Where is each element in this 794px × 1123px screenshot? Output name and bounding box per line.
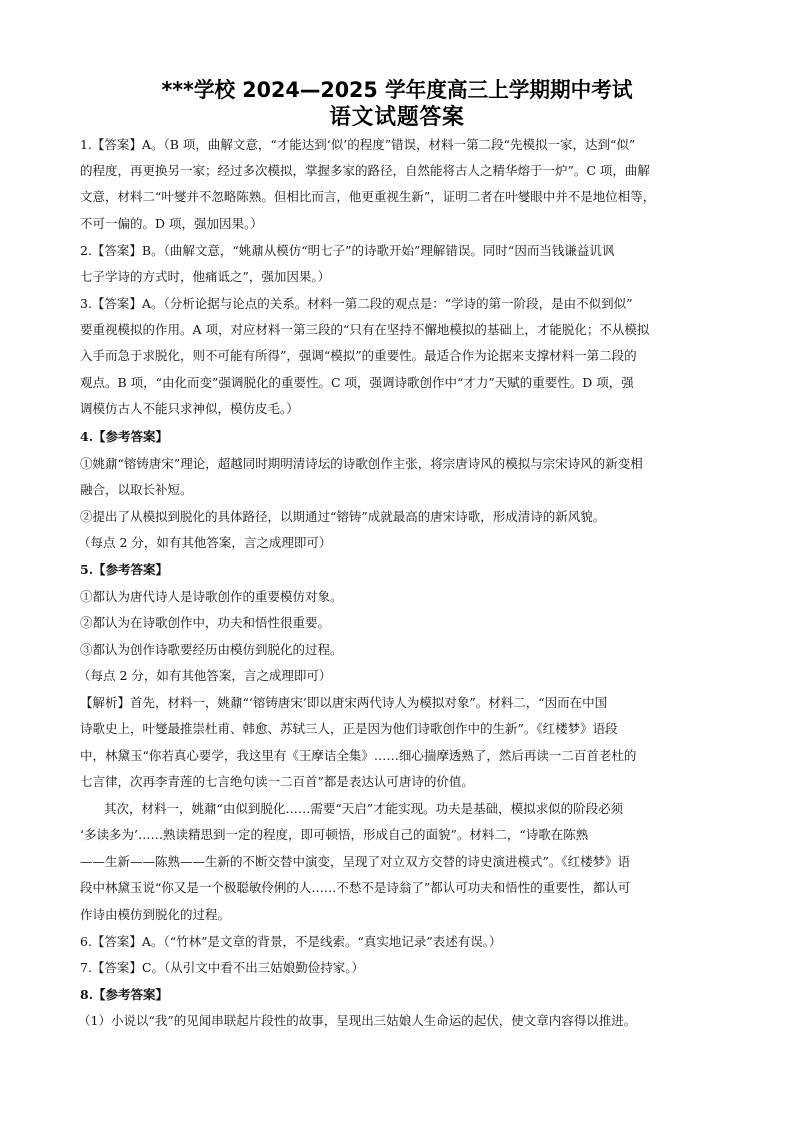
answer-5-point: ②都认为在诗歌创作中，功夫和悟性很重要。 bbox=[80, 615, 331, 630]
answer-1-line: 1.【答案】A。（B 项，曲解文意，“才能达到‘似’的程度”错误，材料一第二段“先模拟一家，达到“似” bbox=[80, 137, 636, 152]
page-title: ***学校 2024—2025 学年度高三上学期期中考试 bbox=[161, 78, 633, 102]
answer-5-point: ①都认为唐代诗人是诗歌创作的重要模仿对象。 bbox=[80, 589, 343, 604]
answer-3-line: 调模仿古人不能只求神似，模仿皮毛。） bbox=[80, 401, 299, 416]
analysis-line: 七言律，次再李青莲的七言绝句读一二百首”都是表达认可唐诗的价值。 bbox=[80, 774, 474, 789]
analysis-line: 【解析】首先，材料一，姚鼐“‘镕铸唐宋’即以唐宋两代诗人为模拟对象”。材料二，“因而在中国 bbox=[80, 695, 608, 710]
answer-3-line: 观点。B 项，“由化而变”强调脱化的重要性。C 项，强调诗歌创作中“才力”天赋的重要性。D 项，强 bbox=[80, 375, 634, 390]
analysis-line: 其次，材料一，姚鼐“由似到脱化……需要“天启”才能实现。功夫是基础，模拟求似的阶段必须 bbox=[104, 801, 624, 816]
answer-5-point: ③都认为创作诗歌要经历由模仿到脱化的过程。 bbox=[80, 642, 343, 657]
answer-1-line: 不可一偏的。D 项，强加因果。） bbox=[80, 216, 263, 231]
analysis-line: 诗歌史上，叶燮最推崇杜甫、韩愈、苏轼三人，正是因为他们诗歌创作中的生新”。《红楼梦》语段 bbox=[80, 721, 618, 736]
analysis-line: 中，林黛玉“你若真心要学，我这里有《王摩诘全集》……细心揣摩透熟了，然后再读一二百首老杜的 bbox=[80, 748, 637, 763]
answer-4-point: ②提出了从模拟到脱化的具体路径，以期通过“镕铸”成就最高的唐宋诗歌，形成清诗的新风貌。 bbox=[80, 509, 606, 524]
analysis-line: ‘多读多为’……熟读精思到一定的程度，即可顿悟，形成自己的面貌”。材料二，“诗歌在陈熟 bbox=[80, 827, 589, 842]
question-8-heading: 8.【参考答案】 bbox=[80, 987, 169, 1002]
answer-3-line: 3.【答案】A。（分析论据与论点的关系。材料一第二段的观点是：“学诗的第一阶段，是由不似到似” bbox=[80, 296, 633, 311]
answer-3-line: 入手而急于求脱化，则不可能有所得”，强调“模拟”的重要性。最适合作为论据来支撑材料一第二段的 bbox=[80, 348, 637, 363]
answer-3-line: 要重视模拟的作用。A 项，对应材料一第三段的“只有在坚持不懈地模拟的基础上，才能脱化；不从模拟 bbox=[80, 322, 650, 337]
analysis-line: ——生新——陈熟——生新的不断交替中演变，呈现了对立双方交替的诗史演进模式”。《红楼梦》语 bbox=[80, 854, 631, 869]
question-5-heading: 5.【参考答案】 bbox=[80, 562, 169, 577]
answer-8-point: （1）小说以“我”的见闻串联起片段性的故事，呈现出三姑娘人生命运的起伏，使文章内容得以推进。 bbox=[78, 1013, 637, 1028]
answer-2-line: 七子学诗的方式时，他痛诋之”，强加因果。） bbox=[80, 269, 331, 284]
answer-7-line: 7.【答案】C。（从引文中看不出三姑娘勤俭持家。） bbox=[80, 960, 364, 975]
scoring-note: （每点 2 分，如有其他答案，言之成理即可） bbox=[78, 535, 332, 550]
page-subtitle: 语文试题答案 bbox=[329, 105, 465, 130]
analysis-line: 段中林黛玉说“你又是一个极聪敏伶俐的人……不愁不是诗翁了”都认可功夫和悟性的重要性，都认可 bbox=[80, 880, 631, 895]
answer-4-point: ①姚鼐“镕铸唐宋”理论，超越同时期明清诗坛的诗歌创作主张，将宗唐诗风的模拟与宗宋诗风的新变相 bbox=[80, 456, 643, 471]
answer-4-point: 融合，以取长补短。 bbox=[80, 482, 193, 497]
analysis-line: 作诗由模仿到脱化的过程。 bbox=[80, 907, 231, 922]
answer-1-line: 的程度，再更换另一家；经过多次模拟，掌握多家的路径，自然能将古人之精华熔于一炉”。C 项，曲解 bbox=[80, 163, 650, 178]
answer-1-line: 文意，材料二“叶燮并不忽略陈熟。但相比而言，他更重视生新”，证明二者在叶燮眼中并不是地位相等， bbox=[80, 189, 656, 204]
answer-2-line: 2.【答案】B。（曲解文意，“姚鼐从模仿“明七子”的诗歌开始”理解错误。同时“因而当钱谦益讥讽 bbox=[80, 243, 615, 258]
question-4-heading: 4.【参考答案】 bbox=[80, 429, 169, 444]
scoring-note: （每点 2 分，如有其他答案，言之成理即可） bbox=[78, 668, 332, 683]
answer-6-line: 6.【答案】A。（“竹林”是文章的背景，不是线索。“真实地记录”表述有误。） bbox=[80, 934, 502, 949]
